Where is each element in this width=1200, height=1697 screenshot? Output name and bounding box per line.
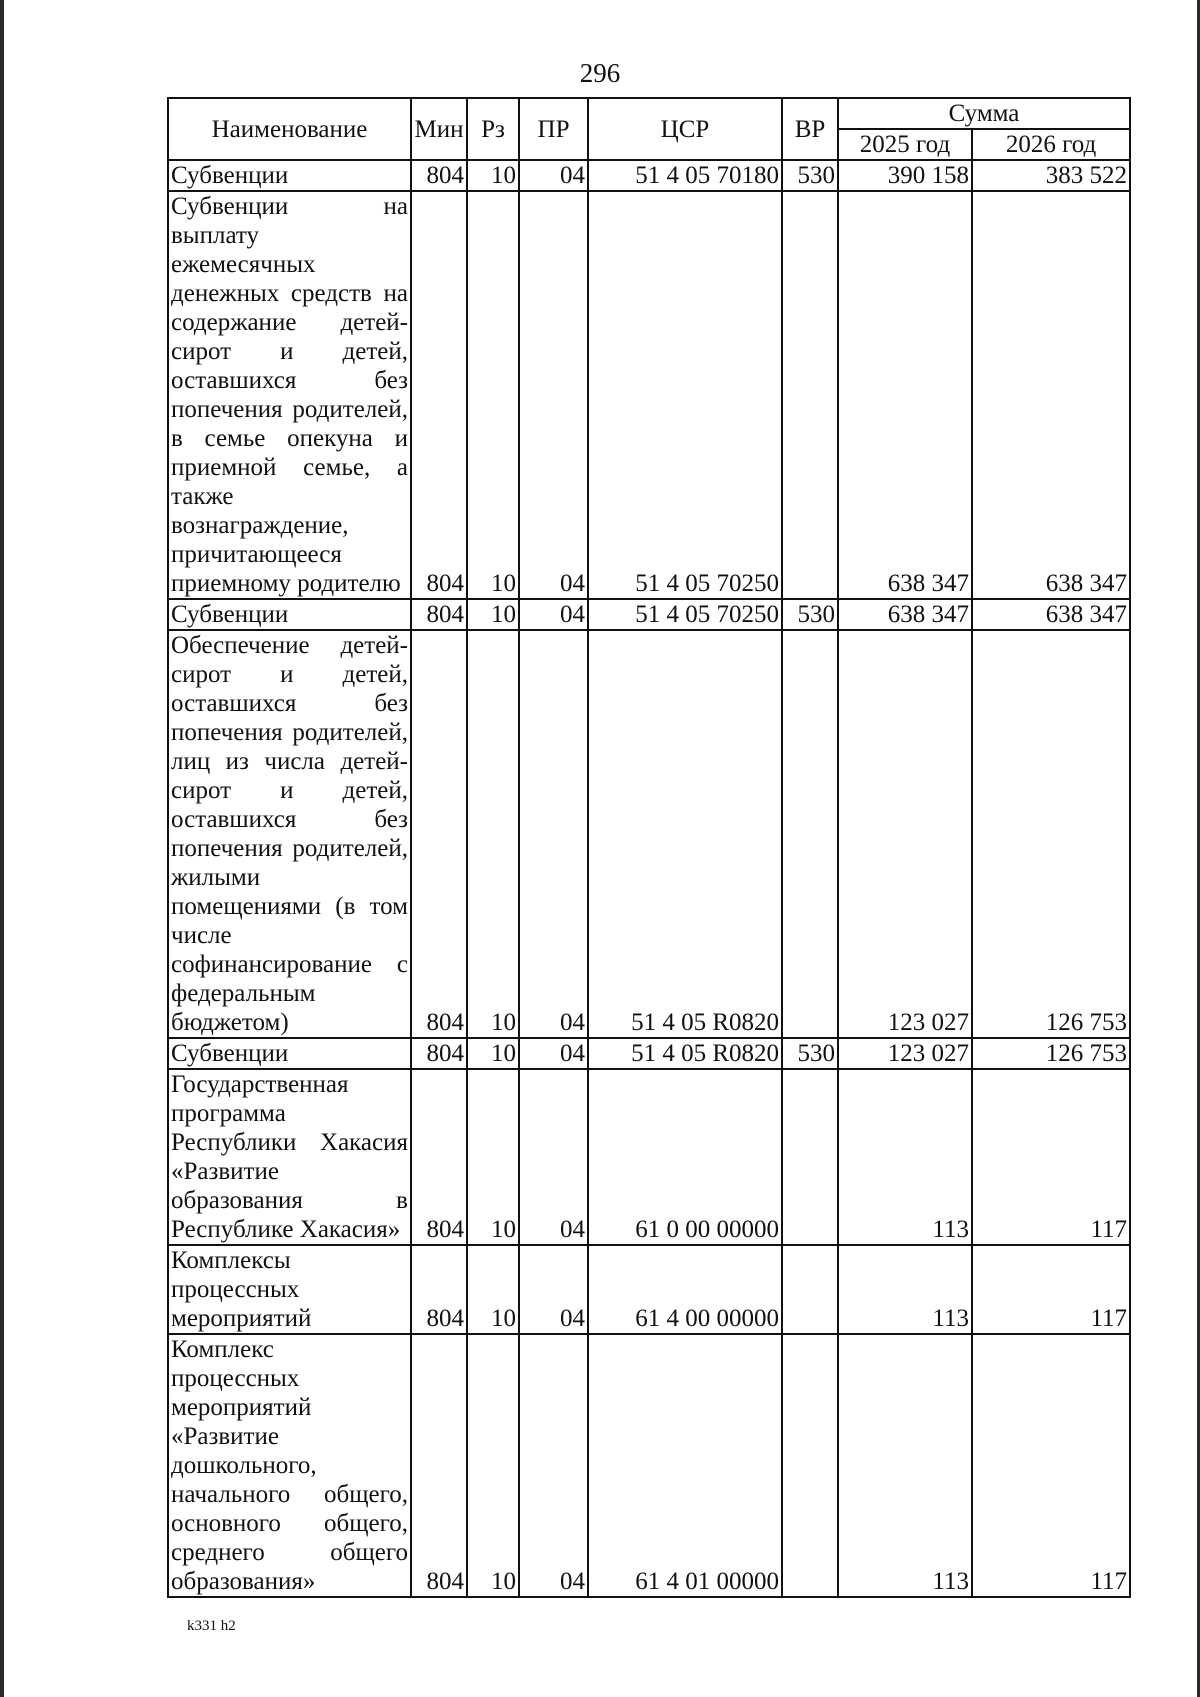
row-name: Комплекс процессных мероприятий «Развитие дошкольного, начального общего, основного общего, среднего общего образования» — [168, 1334, 411, 1597]
table-row — [168, 1334, 1130, 1597]
row-min: 804 — [411, 1334, 467, 1597]
row-csr: 51 4 05 70250 — [588, 191, 782, 599]
row-sum-2026: 117 — [972, 1334, 1130, 1597]
table-row — [168, 599, 1130, 630]
table-row — [168, 191, 1130, 599]
row-pr: 04 — [519, 1069, 588, 1245]
row-rz: 10 — [467, 1334, 519, 1597]
table-row — [168, 1038, 1130, 1069]
row-min: 804 — [411, 1038, 467, 1069]
row-min: 804 — [411, 630, 467, 1038]
header-min: Мин — [411, 98, 467, 160]
row-sum-2026: 126 753 — [972, 1038, 1130, 1069]
table-row — [168, 160, 1130, 191]
row-min: 804 — [411, 160, 467, 191]
row-csr: 51 4 05 R0820 — [588, 630, 782, 1038]
row-vr — [782, 191, 838, 599]
row-sum-2026: 383 522 — [972, 160, 1130, 191]
row-rz: 10 — [467, 1245, 519, 1334]
table-row — [168, 1245, 1130, 1334]
row-sum-2025: 123 027 — [838, 1038, 972, 1069]
row-min: 804 — [411, 191, 467, 599]
row-rz: 10 — [467, 160, 519, 191]
row-pr: 04 — [519, 599, 588, 630]
row-sum-2026: 126 753 — [972, 630, 1130, 1038]
row-csr: 51 4 05 70250 — [588, 599, 782, 630]
header-sum: Сумма — [838, 98, 1130, 129]
header-year-2026: 2026 год — [972, 129, 1130, 160]
row-name: Субвенции — [168, 599, 411, 630]
row-pr: 04 — [519, 1245, 588, 1334]
header-rz: Рз — [467, 98, 519, 160]
row-sum-2025: 390 158 — [838, 160, 972, 191]
row-vr — [782, 1069, 838, 1245]
footer-code: k331 h2 — [187, 1618, 236, 1634]
row-min: 804 — [411, 1245, 467, 1334]
row-sum-2026: 117 — [972, 1245, 1130, 1334]
row-vr: 530 — [782, 160, 838, 191]
row-vr: 530 — [782, 599, 838, 630]
row-rz: 10 — [467, 1069, 519, 1245]
row-name: Субвенции — [168, 160, 411, 191]
row-vr — [782, 630, 838, 1038]
header-vr: ВР — [782, 98, 838, 160]
row-sum-2025: 638 347 — [838, 191, 972, 599]
row-rz: 10 — [467, 191, 519, 599]
header-csr: ЦСР — [588, 98, 782, 160]
row-sum-2025: 113 — [838, 1245, 972, 1334]
row-csr: 61 4 00 00000 — [588, 1245, 782, 1334]
row-sum-2025: 123 027 — [838, 630, 972, 1038]
row-rz: 10 — [467, 1038, 519, 1069]
table-row — [168, 1069, 1130, 1245]
row-rz: 10 — [467, 599, 519, 630]
row-pr: 04 — [519, 191, 588, 599]
row-csr: 51 4 05 70180 — [588, 160, 782, 191]
row-rz: 10 — [467, 630, 519, 1038]
header-name: Наименование — [168, 98, 411, 160]
page-number: 296 — [579, 58, 621, 88]
row-pr: 04 — [519, 1038, 588, 1069]
row-name: Субвенции — [168, 1038, 411, 1069]
row-csr: 61 0 00 00000 — [588, 1069, 782, 1245]
row-name: Государственная программа Республики Хакасия «Развитие образования в Республике Хакасия» — [168, 1069, 411, 1245]
row-pr: 04 — [519, 1334, 588, 1597]
header-year-2025: 2025 год — [838, 129, 972, 160]
row-sum-2025: 113 — [838, 1334, 972, 1597]
table-header-row — [168, 98, 1130, 129]
row-csr: 51 4 05 R0820 — [588, 1038, 782, 1069]
row-sum-2025: 113 — [838, 1069, 972, 1245]
row-vr — [782, 1334, 838, 1597]
table-row — [168, 630, 1130, 1038]
row-min: 804 — [411, 1069, 467, 1245]
scan-edge-left — [0, 0, 4, 1697]
row-sum-2026: 638 347 — [972, 191, 1130, 599]
row-sum-2026: 117 — [972, 1069, 1130, 1245]
header-pr: ПР — [519, 98, 588, 160]
row-vr: 530 — [782, 1038, 838, 1069]
row-pr: 04 — [519, 630, 588, 1038]
row-name: Обеспечение детей-сирот и детей, оставшихся без попечения родителей, лиц из числа детей-сирот и детей, оставшихся без попечения родителей, жилыми помещениями (в том числе софинансирование с федеральным бюджетом) — [168, 630, 411, 1038]
row-name: Комплексы процессных мероприятий — [168, 1245, 411, 1334]
row-sum-2025: 638 347 — [838, 599, 972, 630]
row-csr: 61 4 01 00000 — [588, 1334, 782, 1597]
row-sum-2026: 638 347 — [972, 599, 1130, 630]
row-min: 804 — [411, 599, 467, 630]
budget-table — [167, 97, 1131, 1598]
row-vr — [782, 1245, 838, 1334]
row-name: Субвенции на выплату ежемесячных денежных средств на содержание детей-сирот и детей, оставшихся без попечения родителей, в семье опекуна и приемной семье, а также вознаграждение, причитающееся приемному родителю — [168, 191, 411, 599]
row-pr: 04 — [519, 160, 588, 191]
